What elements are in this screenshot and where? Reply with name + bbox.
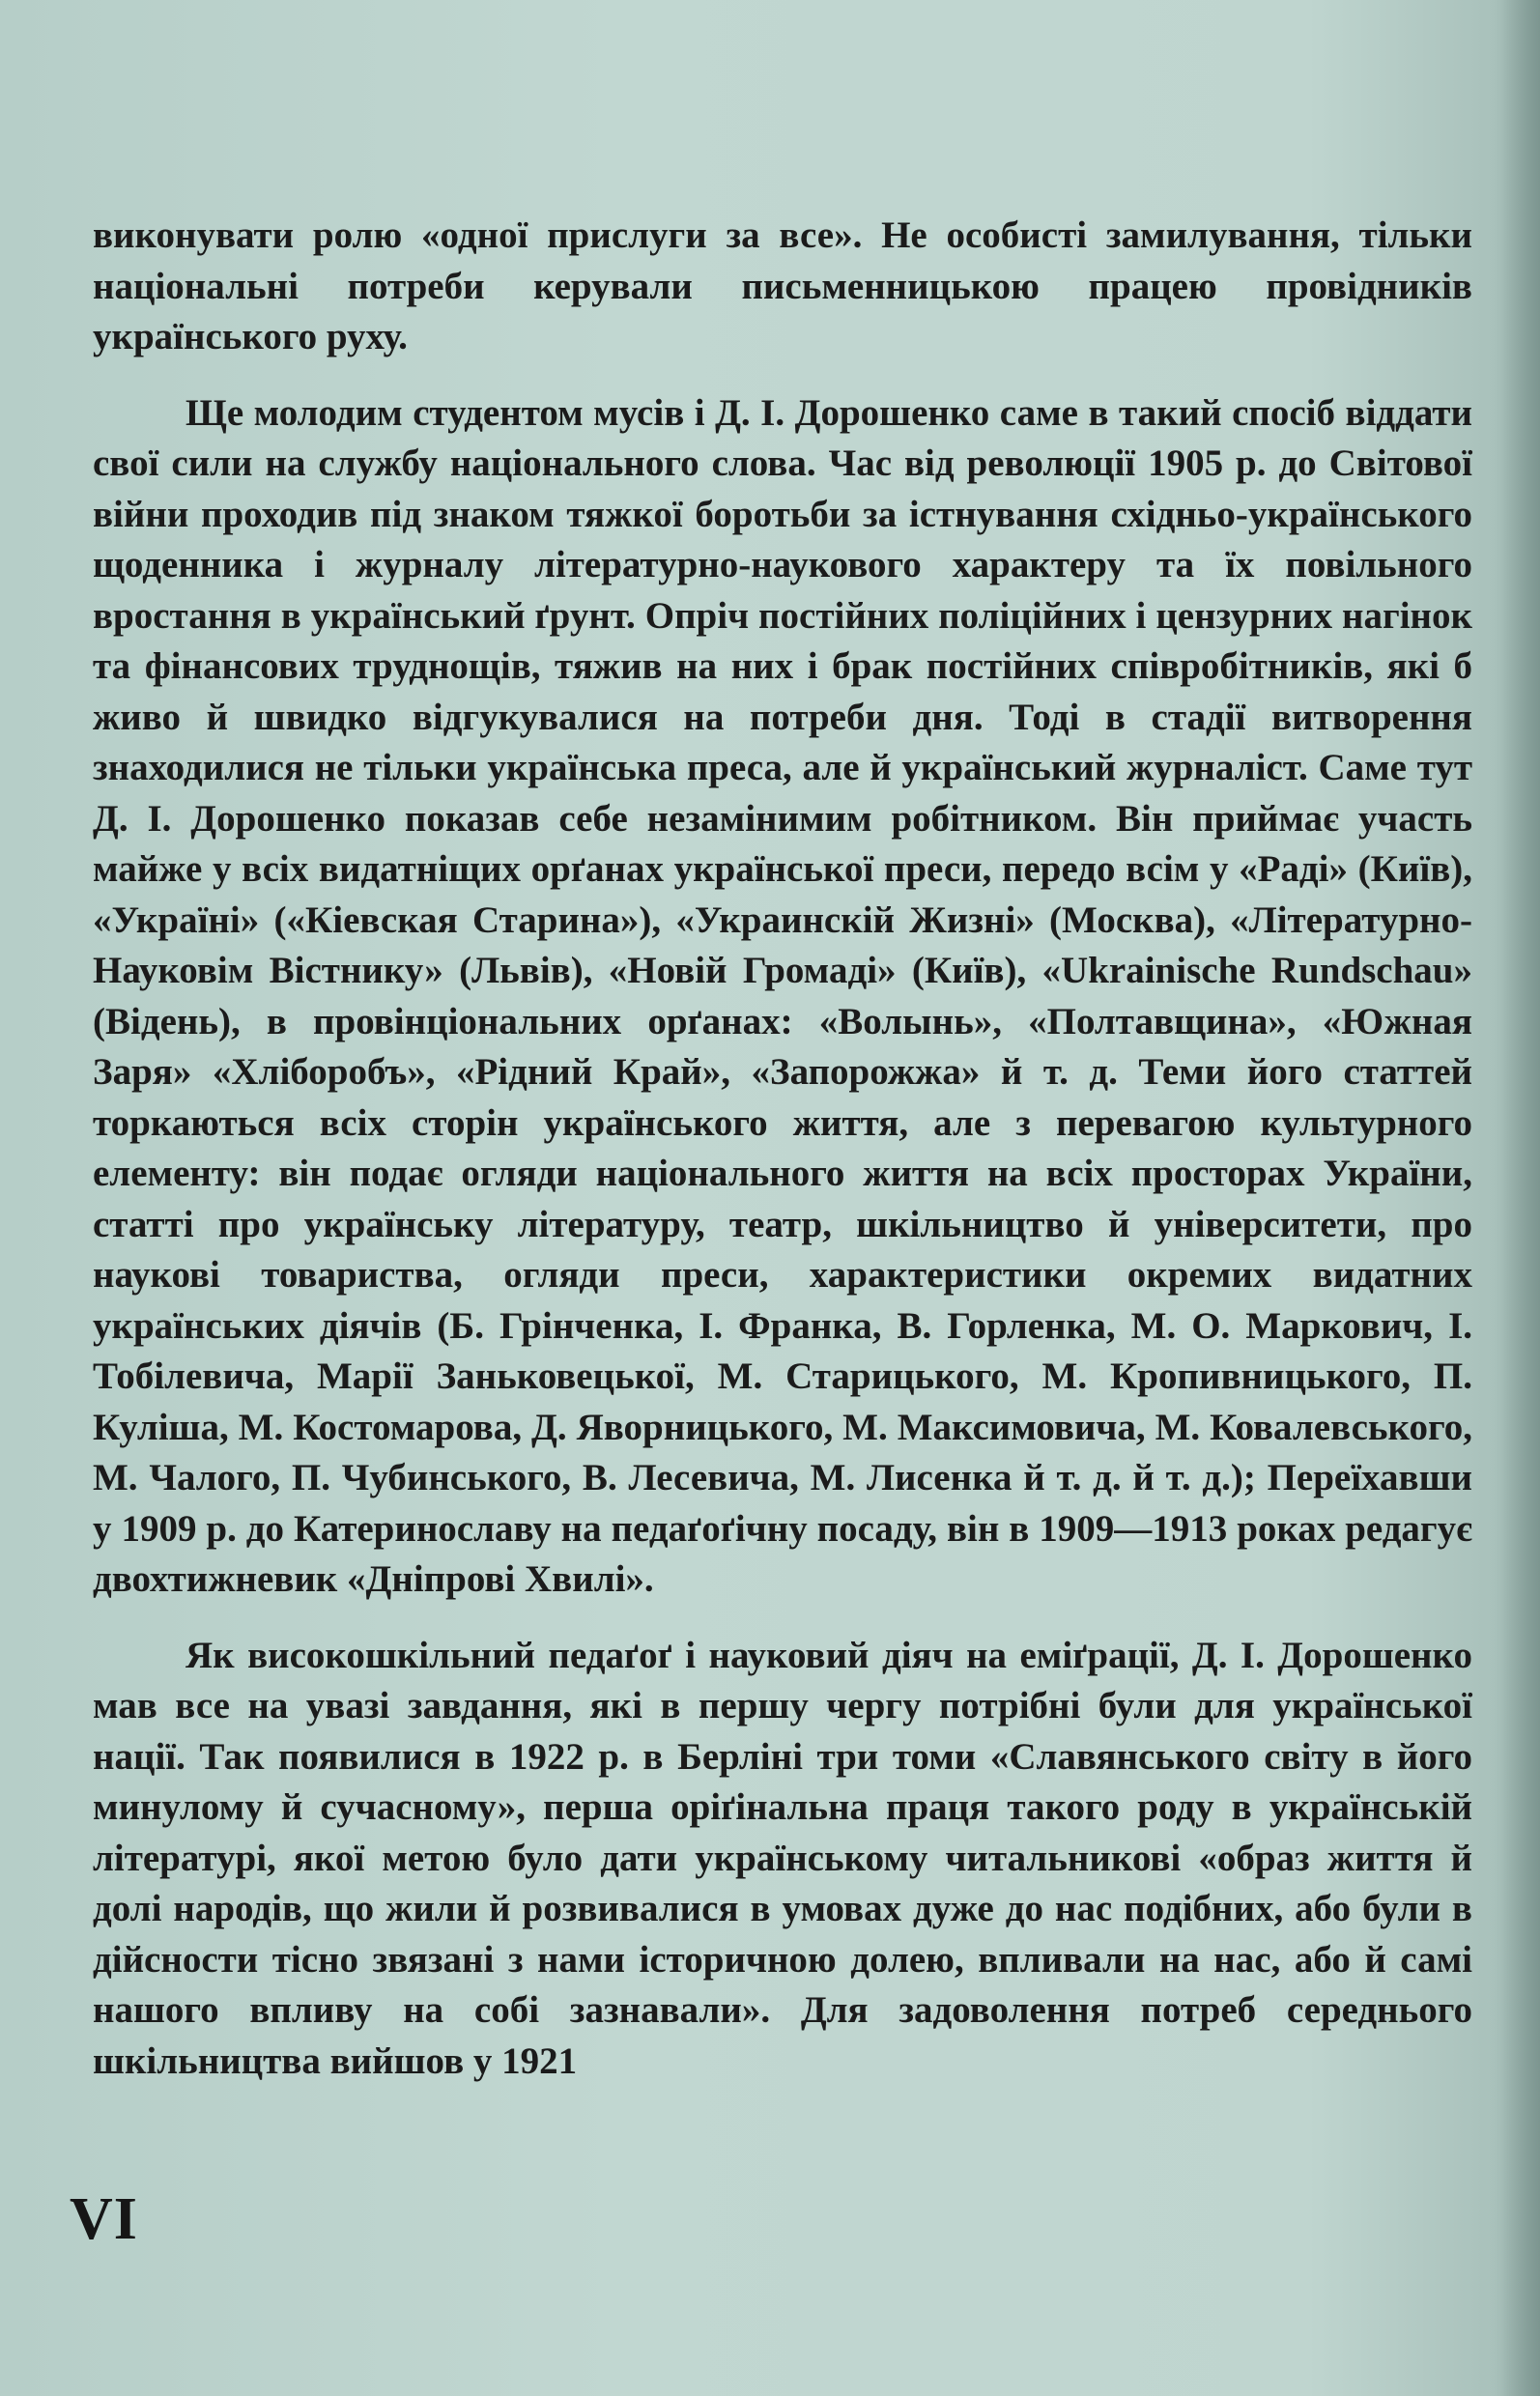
page-edge-shadow xyxy=(1501,0,1540,2396)
page-number: VI xyxy=(70,2186,138,2252)
paragraph-emigration: Як високошкільний педаґоґ і науковий діяч на еміґрації, Д. І. Дорошенко мав все на увазі завдання, які в першу чергу потрібні були для української нації. Так появилися в 1922 р. в Берліні три томи «Славянського світу в його минулому й сучасному», перша оріґінальна праця такого роду в українській літературі, якої метою було дати українському читальникові «образ життя й долі народів, що жили й розвивалися в умовах дуже до нас подібних, або були в дійсности тісно звязані з нами історичною долею, впливали на нас, або й самі нашого впливу на собі зазнавали». Для задоволення потреб середнього шкільництва вийшов у 1921 xyxy=(93,1634,1472,2082)
paragraph-journalism: Ще молодим студентом мусів і Д. І. Дорошенко саме в такий спосіб віддати свої сили на службу національного слова. Час від революції 1905 р. до Світової війни проходив під знаком тяжкої боротьби за істнування східньо-українського щоденника і журналу літературно-наукового характеру та їх повільного вростання в український ґрунт. Опріч постійних поліційних і цензурних нагінок та фінансових труднощів, тяжив на них і брак постійних співробітників, які б живо й швидко відгукувалися на потреби дня. Тоді в стадії витворення знаходилися не тільки українська преса, але й український журналіст. Саме тут Д. І. Дорошенко показав себе незамінимим робітником. Він приймає участь майже у всіх видатніщих орґанах української преси, передо всім у «Раді» (Київ), «Україні» («Кіевская Старина»), «Украинскій Жизні» (Москва), «Літературно-Науковім Вістнику» (Львів), «Новій Громаді» (Київ), «Ukrainische Rundschau» (Відень), в провінціональних орґанах: «Волынь», «Полтавщина», «Южная Заря» «Хліборобъ», «Рідний Край», «Запорожжа» й т. д. Теми його статтей торкаються всіх сторін українського життя, але з перевагою культурного елементу: він подає огляди національного життя на всіх просторах України, статті про українську літературу, театр, шкільництво й університети, про наукові товариства, огляди преси, характеристики окремих видатних українських діячів (Б. Грінченка, І. Франка, В. Горленка, М. О. Маркович, І. Тобілевича, Марії Заньковецької, М. Старицького, М. Кропивницького, П. Куліша, М. Костомарова, Д. Яворницького, М. Максимовича, М. Ковалевського, М. Чалого, П. Чубинського, В. Лесевича, М. Лисенка й т. д. й т. д.); Переїхавши у 1909 р. до Катеринославу на педаґоґічну посаду, він в 1909—1913 роках редагує двохтижневик «Дніпрові Хвилі». xyxy=(93,391,1472,1600)
body-text xyxy=(93,211,1472,2087)
paragraph-continuation: виконувати ролю «одної прислуги за все». Не особисті замилування, тільки національні потреби керували письменницькою працею провідників українського руху. xyxy=(93,214,1472,357)
